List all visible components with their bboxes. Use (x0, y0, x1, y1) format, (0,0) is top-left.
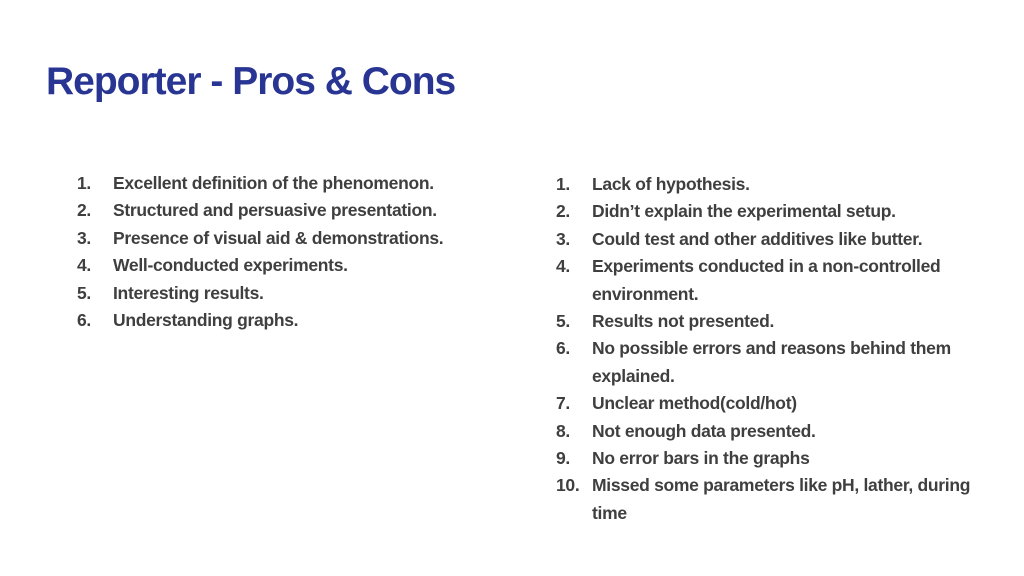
list-item-number: 5. (556, 311, 570, 332)
cons-list-item (556, 472, 976, 527)
list-item-text: Not enough data presented. (592, 420, 816, 441)
slide-title: Reporter - Pros & Cons (46, 60, 456, 103)
cons-list-item (556, 390, 976, 417)
list-item-text: Missed some parameters like pH, lather, during time (592, 475, 971, 523)
list-item-text: Didn’t explain the experimental setup. (592, 201, 896, 222)
pros-list (77, 170, 497, 334)
list-item-number: 7. (556, 393, 570, 414)
list-item-text: Excellent definition of the phenomenon. (113, 173, 434, 193)
cons-list-item (556, 226, 976, 253)
list-item-number: 2. (556, 201, 570, 222)
list-item-text: Presence of visual aid & demonstrations. (113, 227, 444, 248)
list-item-text: Could test and other additives like butter. (592, 228, 923, 249)
list-item-text: No possible errors and reasons behind them explained. (592, 338, 951, 386)
cons-list-item (556, 198, 976, 225)
list-item-text: Results not presented. (592, 311, 775, 332)
list-item-text: Lack of hypothesis. (592, 174, 750, 194)
list-item-number: 1. (556, 174, 570, 194)
list-item-number: 9. (556, 448, 570, 469)
list-item-number: 2. (77, 200, 91, 221)
list-item-number: 6. (77, 310, 91, 331)
list-item-text: Structured and persuasive presentation. (113, 200, 437, 221)
list-item-text: Interesting results. (113, 282, 264, 303)
cons-list-item (556, 445, 976, 472)
list-item-text: Experiments conducted in a non-controlled environment. (592, 256, 941, 304)
cons-list (556, 171, 976, 527)
list-item-number: 1. (77, 173, 91, 193)
list-item-number: 5. (77, 282, 91, 303)
pros-list-item (77, 252, 497, 279)
pros-list-item (77, 197, 497, 224)
cons-list-item (556, 171, 976, 198)
cons-list-item (556, 308, 976, 335)
list-item-number: 4. (77, 255, 91, 276)
list-item-text: Understanding graphs. (113, 310, 299, 331)
list-item-number: 8. (556, 420, 570, 441)
list-item-number: 3. (556, 228, 570, 249)
pros-list-item (77, 170, 497, 197)
list-item-text: No error bars in the graphs (592, 448, 810, 469)
pros-list-item (77, 280, 497, 307)
list-item-number: 6. (556, 338, 570, 359)
list-item-text: Well-conducted experiments. (113, 255, 348, 276)
cons-list-item (556, 418, 976, 445)
list-item-text: Unclear method(cold/hot) (592, 393, 797, 414)
pros-list-item (77, 225, 497, 252)
list-item-number: 10. (556, 475, 580, 496)
cons-list-item (556, 335, 976, 390)
list-item-number: 4. (556, 256, 570, 277)
list-item-number: 3. (77, 227, 91, 248)
cons-list-item (556, 253, 976, 308)
pros-list-item (77, 307, 497, 334)
